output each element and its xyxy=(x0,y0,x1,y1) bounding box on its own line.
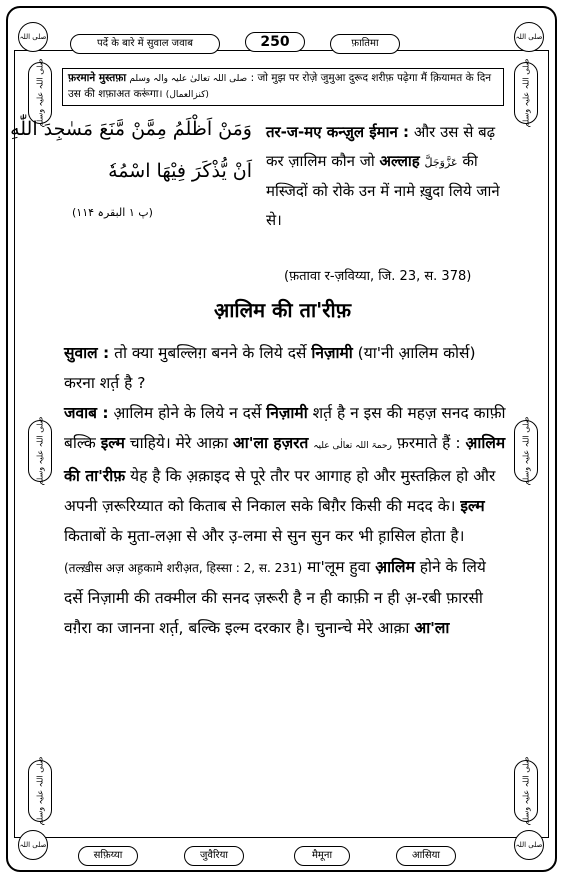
answer-aala-end: आ'ला xyxy=(414,619,450,637)
side-ornament-left-bottom: صلی اللہ علیہ وسلم xyxy=(28,760,52,822)
corner-medallion-bottom-left: صلی اللہ xyxy=(18,830,48,860)
notice-source: (کنزالعمال) xyxy=(165,90,209,100)
footer-tab-2: जुवैरिया xyxy=(184,846,244,866)
question-nizami: निज़ामी xyxy=(311,344,353,362)
question-paragraph xyxy=(64,338,506,398)
side-ornament-left-top: صلی اللہ علیہ وسلم xyxy=(28,62,52,124)
hadith-notice xyxy=(62,68,504,106)
answer-text-8: होने के लिये दर्से निज़ामी की तक्मील की सनद ज़रूरी है न ही काफ़ी न ही अ़-रबी फ़ारसी वग़ैरा का जानना शर्त़, बल्कि इल्म दरकार है। चुनान्चे मेरे आक़ा xyxy=(64,558,486,637)
footer-tab-3: मैमूना xyxy=(294,846,350,866)
answer-text-1: आ़लिम होने के लिये न दर्से xyxy=(108,404,267,422)
translation-label: तर-ज-मए कन्ज़ुल ईमान : xyxy=(266,123,410,141)
quran-line-2: اَنْ يُّذْكَرَ فِيْهَا اسْمُهٗ xyxy=(108,160,252,182)
answer-paragraph xyxy=(64,398,506,643)
side-ornament-right-top: صلی اللہ علیہ وسلم xyxy=(514,62,538,124)
answer-text-5: येह है कि अ़क़ाइद से पूरे तौर पर आगाह हो और मुस्तक़िल हो और अपनी ज़रूरिय्यात को किताब से निकाल सके बिग़ैर किसी की मदद के। xyxy=(64,467,496,515)
answer-honorific: رحمۃ اللہ تعالٰی علیہ xyxy=(313,441,392,451)
answer-text-7: मा'लूम हुवा xyxy=(302,558,376,576)
translation-block xyxy=(266,118,504,235)
corner-medallion-bottom-right: صلی اللہ xyxy=(514,830,544,860)
side-ornament-right-middle: صلی اللہ علیہ وسلم xyxy=(514,420,538,482)
notice-text: : जो मुझ पर रोज़े जुमुआ दुरूद शरीफ़ पढ़ेगा मैं क़ियामत के दिन उस की शफ़ाअत करूंगा। xyxy=(68,72,492,100)
answer-text-4: फ़रमाते हैं : xyxy=(391,434,466,452)
fatawa-citation: (फ़तावा र-ज़विय्या, जि. 23, स. 378) xyxy=(284,269,472,284)
notice-salutation: صلی اللہ تعالیٰ علیہ والہ وسلم xyxy=(129,74,248,84)
header-left-tab: पर्दे के बारे में सुवाल जवाब xyxy=(70,34,220,54)
side-ornament-left-middle: صلی اللہ علیہ وسلم xyxy=(28,420,52,482)
answer-ilm-2: इल्म xyxy=(460,497,485,515)
footer-tab-4: आसिया xyxy=(396,846,456,866)
question-text-2: (या'नी आ़लिम कोर्स) करना शर्त़ है ? xyxy=(64,344,476,392)
translation-allah: अल्लाह xyxy=(379,152,420,170)
answer-alim: आ़लिम xyxy=(375,558,415,576)
translation-part-1: और उस से बढ़ कर ज़ालिम कौन जो xyxy=(266,123,496,170)
header-right-tab: फ़ातिमा xyxy=(330,34,400,54)
answer-source: (तल्ख़ीस अज़ अह़कामे शरीअ़त, हिस्सा : 2, स. 231) xyxy=(64,561,303,575)
answer-text-3: चाहिये। मेरे आक़ा xyxy=(124,434,233,452)
page-number: 250 xyxy=(245,32,305,52)
notice-label: फ़रमाने मुस्तफ़ा xyxy=(68,72,127,84)
answer-aala-hazrat: आ'ला हज़रत xyxy=(232,434,309,452)
section-heading: आ़लिम की ता'रीफ़ xyxy=(213,298,352,322)
corner-medallion-top-right: صلی اللہ xyxy=(514,22,544,52)
quran-reference: (پ ۱ البقرہ ۱۱۴) xyxy=(72,206,153,219)
footer-tab-1: सफ़िय्या xyxy=(78,846,138,866)
answer-nizami: निज़ामी xyxy=(266,404,308,422)
translation-part-2: की मस्जिदों को रोके उन में नामे ख़ुदा लिये जाने से। xyxy=(266,152,500,229)
corner-medallion-top-left: صلی اللہ xyxy=(18,22,48,52)
quran-line-1: وَمَنْ اَظْلَمُ مِمَّنْ مَّنَعَ مَسٰجِدَ اللّٰهِ xyxy=(10,118,252,140)
question-text-1: तो क्या मुबल्लिग़ बनने के लिये दर्से xyxy=(109,344,312,362)
answer-alim-definition: आ़लिम की ता'रीफ़ xyxy=(64,434,506,485)
answer-label: जवाब : xyxy=(64,404,109,422)
answer-text-2: शर्त़ है न इस की महज़ सनद काफ़ी बल्कि xyxy=(64,404,506,452)
translation-honorific: عَزَّوَجَلَّ xyxy=(424,156,458,169)
answer-ilm: इल्म xyxy=(100,434,125,452)
answer-text-6: किताबों के मुता-लआ़ से और उ़-लमा से सुन सुन कर भी ह़ासिल होता है। xyxy=(64,527,465,545)
side-ornament-right-bottom: صلی اللہ علیہ وسلم xyxy=(514,760,538,822)
question-label: सुवाल : xyxy=(64,344,110,362)
